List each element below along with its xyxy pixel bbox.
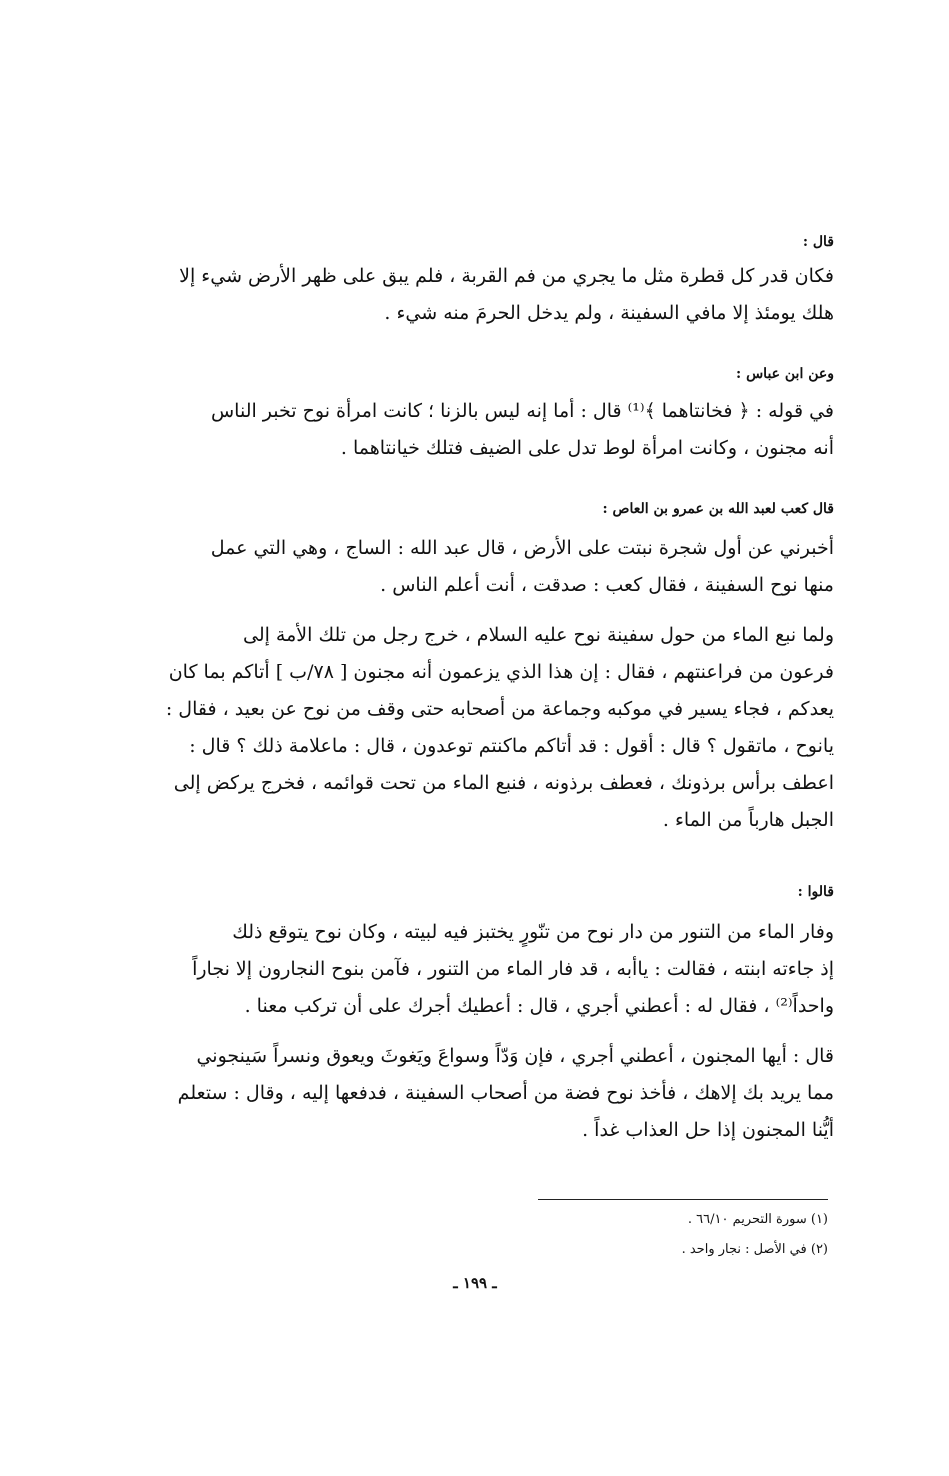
paragraph-line: فكان قدر كل قطرة مثل ما يجري من فم القربة ، فلم يبق على ظهر الأرض شيء إلا	[179, 265, 834, 287]
paragraph-line: هلك يومئذ إلا مافي السفينة ، ولم يدخل الحرمَ منه شيء .	[384, 302, 834, 324]
paragraph-line: الجبل هارباً من الماء .	[662, 809, 834, 831]
paragraph-line: واحداً⁽²⁾ ، فقال له : أعطني أجري ، قال : أعطيك أجرك على أن تركب معنا .	[244, 995, 834, 1017]
paragraph-2	[158, 393, 834, 467]
paragraph-line: أخبرني عن أول شجرة نبتت على الأرض ، قال عبد الله : الساج ، وهي التي عمل	[210, 537, 834, 559]
paragraph-line: أنه مجنون ، وكانت امرأة لوط تدل على الضيف فتلك خيانتاهما .	[340, 437, 834, 459]
paragraph-6	[158, 1038, 834, 1149]
paragraph-line: يعدكم ، فجاء يسير في موكبه وجماعة من أصحابه حتى وقف من نوح عن بعيد ، فقال :	[165, 698, 834, 720]
section-heading-5: قالوا :	[797, 884, 834, 900]
footnote-2: (٢) في الأصل : نجار واحد .	[681, 1242, 828, 1257]
paragraph-1	[158, 258, 834, 332]
paragraph-line: في قوله : ﴿ فخانتاهما ﴾⁽¹⁾ قال : أما إنه ليس بالزنا ؛ كانت امرأة نوح تخبر الناس	[210, 400, 834, 422]
paragraph-5	[158, 914, 834, 1025]
paragraph-line: اعطف برأس برذونك ، فعطف برذونه ، فنبع الماء من تحت قوائمه ، فخرج يركض إلى	[173, 772, 834, 794]
section-heading-3: قال كعب لعبد الله بن عمرو بن العاص :	[602, 501, 834, 517]
paragraph-line: أيُّنا المجنون إذا حل العذاب غداً .	[582, 1119, 834, 1141]
page-number: ـ ١٩٩ ـ	[453, 1274, 497, 1292]
paragraph-line: إذ جاءته ابنته ، فقالت : ياأبه ، قد فار الماء من التنور ، فآمن بنوح النجارون إلا نجاراً	[192, 958, 834, 980]
paragraph-3	[158, 530, 834, 604]
paragraph-line: قال : أيها المجنون ، أعطني أجري ، فإن وَدّاً وسواعَ ويَغوثَ ويعوق ونسراً سَينجوني	[196, 1045, 834, 1067]
paragraph-line: ولما نبع الماء من حول سفينة نوح عليه السلام ، خرج رجل من تلك الأمة إلى	[242, 624, 834, 646]
paragraph-4	[158, 617, 834, 839]
paragraph-line: مما يريد بك إلاهك ، فأخذ نوح فضة من أصحاب السفينة ، فدفعها إليه ، وقال : ستعلم	[177, 1082, 834, 1104]
section-heading-2: وعن ابن عباس :	[736, 366, 834, 382]
footnote-divider	[538, 1199, 828, 1200]
section-heading-1: قال :	[802, 234, 834, 250]
paragraph-line: وفار الماء من التنور من دار نوح من تنّورٍ يختبز فيه لبيته ، وكان نوح يتوقع ذلك	[232, 921, 834, 943]
paragraph-line: يانوح ، ماتقول ؟ قال : أقول : قد أتاكم ماكنتم توعدون ، قال : ماعلامة ذلك ؟ قال :	[189, 735, 834, 757]
paragraph-line: منها نوح السفينة ، فقال كعب : صدقت ، أنت أعلم الناس .	[380, 574, 834, 596]
footnote-1: (١) سورة التحريم ٦٦/١٠ .	[687, 1212, 828, 1227]
paragraph-line: فرعون من فراعنتهم ، فقال : إن هذا الذي يزعمون أنه مجنون [ ٧٨/ب ] أتاكم بما كان	[168, 661, 834, 683]
